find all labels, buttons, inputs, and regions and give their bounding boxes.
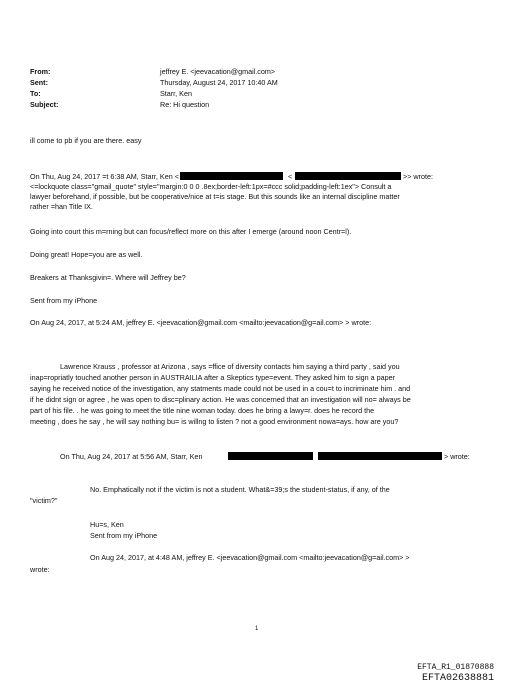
krauss-line-3: saying he received notice of the investigation, any statments made could not be used in a cou=t to incriminate him . and	[30, 384, 411, 393]
krauss-line-5: part of his file. . he was going to meet the title nine woman today. does he bring a lawy=r. does he record the	[30, 406, 375, 415]
krauss-line-2: inap=ropriatly touched another person in AUSTRAILIA after a Skeptics type=event. They asked him to sign a paper	[30, 373, 396, 382]
redaction-box	[318, 452, 442, 460]
quote1-line3: lawyer beforehand, if possible, but be cooperative/nice at t=is stage. But this sounds like an internal discipline matter	[30, 192, 400, 201]
sent-from-iphone: Sent from my iPhone	[90, 531, 158, 540]
from-label: From:	[30, 67, 51, 76]
efta-reference: EFTA02638881	[421, 673, 494, 684]
redaction-box	[180, 172, 283, 180]
subject-label: Subject:	[30, 100, 59, 109]
quote4-intro: On Aug 24, 2017, at 4:48 AM, jeffrey E. <jeevacation@gmail.com <mailto:jeevacation@g=ail.com> >	[90, 553, 410, 562]
quote1-wrote: >> wrote:	[403, 172, 433, 181]
emphatic-line: No. Emphatically not if the victim is not a student. What&=39;s the student-status, if any, of the	[90, 485, 390, 494]
to-label: To:	[30, 89, 41, 98]
to-value: Starr, Ken	[160, 89, 192, 98]
redaction-box	[295, 172, 401, 180]
quote1-line4: rather =han Title IX.	[30, 202, 93, 211]
breakers-line: Breakers at Thanksgivin=. Where will Jeffrey be?	[30, 273, 186, 282]
court-line: Going into court this m=rning but can focus/reflect more on this after I emerge (around noon Centr=l).	[30, 227, 352, 236]
from-value: jeffrey E. <jeevacation@gmail.com>	[160, 67, 276, 76]
quote3-wrote: > wrote:	[444, 452, 470, 461]
redaction-box	[228, 452, 313, 460]
sent-from-iphone: Sent from my iPhone	[30, 296, 98, 305]
sent-label: Sent:	[30, 78, 48, 87]
krauss-line-1: Lawrence Krauss , professor at Arizona , says =ffice of diversity contacts him saying a third party , said you	[60, 362, 400, 371]
subject-value: Re: Hi question	[160, 100, 210, 109]
reply-line: ill come to pb if you are there. easy	[30, 136, 142, 145]
quote1-intro: On Thu, Aug 24, 2017 =t 6:38 AM, Starr, Ken <	[30, 172, 179, 181]
krauss-line-6: meeting , does he say , he will say nothing bu= is willng to listen ? not a good environment nowa=ays. how are you?	[30, 417, 399, 426]
quote1-bracket: <	[288, 172, 293, 181]
quote3-intro: On Thu, Aug 24, 2017 at 5:56 AM, Starr, Ken	[60, 452, 203, 461]
hugs-line: Hu=s, Ken	[90, 520, 124, 529]
krauss-line-4: if he didnt sign or agree , he was open to disc=plinary action. He was concerned that an investigation will no= always be	[30, 395, 411, 404]
wrote-line: wrote:	[30, 565, 50, 574]
quote2-intro: On Aug 24, 2017, at 5:24 AM, jeffrey E. <jeevacation@gmail.com <mailto:jeevacation@g=ail.com> > wrote:	[30, 318, 372, 327]
efta-reference-small: EFTA_R1_01870888	[417, 663, 494, 672]
doing-great-line: Doing great! Hope=you are as well.	[30, 250, 143, 259]
sent-value: Thursday, August 24, 2017 10:40 AM	[160, 78, 278, 87]
victim-line: "victim?"	[30, 496, 58, 505]
page-number: 1	[255, 626, 259, 632]
quote1-line2: <=lockquote class="gmail_quote" style="margin:0 0 0 .8ex;border-left:1px=#ccc solid;padding-left:1ex"> Consult a	[30, 182, 392, 191]
